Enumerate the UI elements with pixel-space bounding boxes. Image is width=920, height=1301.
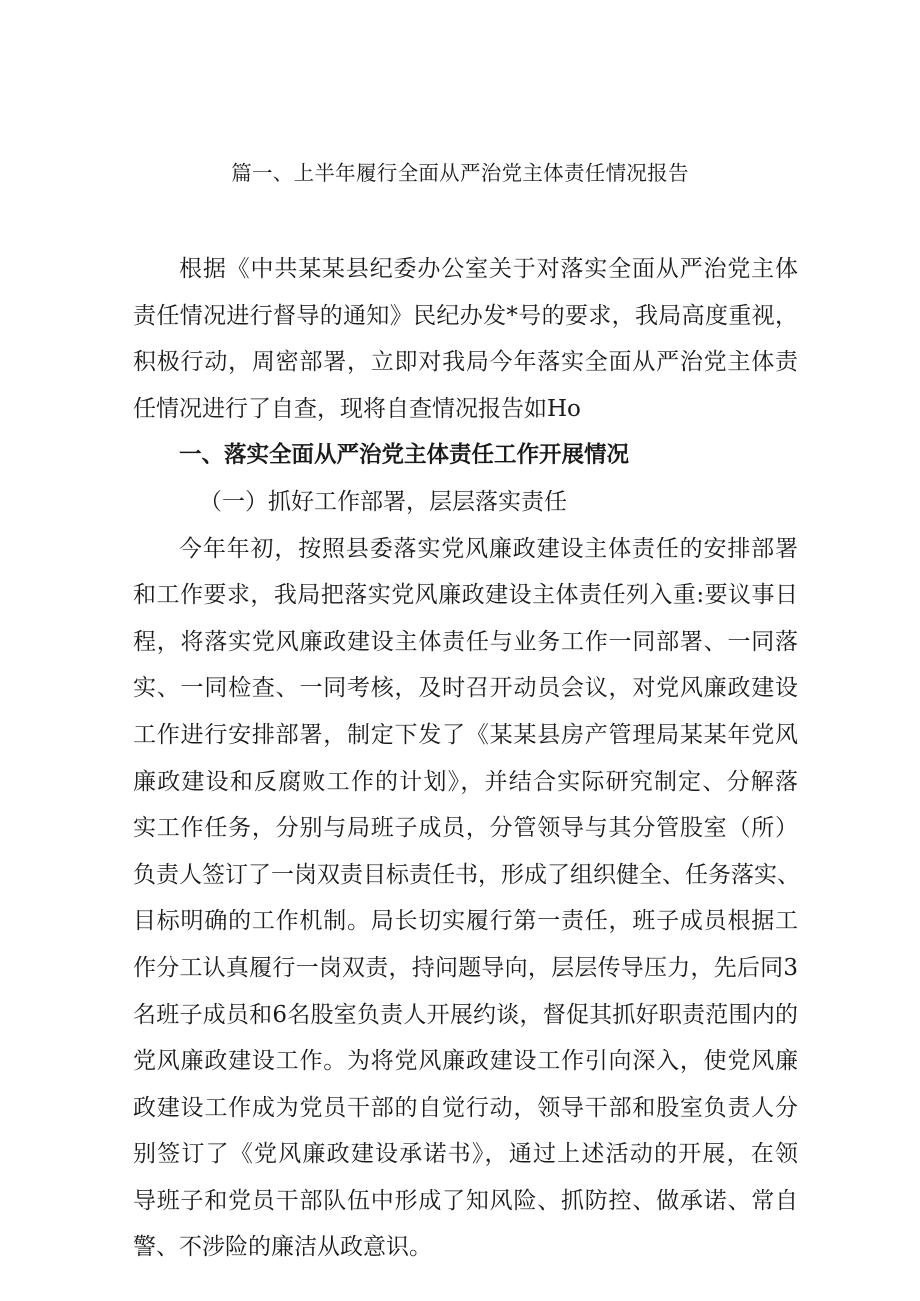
text-line: 责任情况进行督导的通知》民纪办发*号的要求，我局高度重视，	[133, 302, 798, 329]
subsection-heading: （一）抓好工作部署，层层落实责任	[199, 488, 567, 515]
text-line: 党风廉政建设工作。为将党风廉政建设工作引向深入，使党风廉	[133, 1048, 798, 1075]
text-line: 任情况进行了自查，现将自查情况报告如Ho	[133, 395, 581, 422]
document-title: 篇一、上半年履行全面从严治党主体责任情况报告	[231, 161, 689, 185]
section-heading: 一、落实全面从严治党主体责任工作开展情况	[179, 442, 630, 469]
text-line: 根据《中共某某县纪委办公室关于对落实全面从严治党主体	[179, 256, 798, 282]
text-line: 实、一同检查、一同考核，及时召开动员会议，对党风廉政建设	[133, 675, 798, 702]
text-line: 名班子成员和6名股室负责人开展约谈，督促其抓好职责范围内的	[133, 1001, 798, 1028]
text-line: 目标明确的工作机制。局长切实履行第一责任，班子成员根据工	[133, 908, 798, 935]
intro-paragraph	[133, 246, 798, 1271]
text-line: 别签订了《党风廉政建设承诺书》，通过上述活动的开展，在领	[133, 1141, 798, 1168]
text-line: 程，将落实党风廉政建设主体责任与业务工作一同部署、一同落	[133, 628, 798, 655]
text-line: 实工作任务，分别与局班子成员，分管领导与其分管股室（所）	[133, 815, 798, 842]
text-line: 今年年初，按照县委落实党风廉政建设主体责任的安排部署	[179, 535, 798, 562]
text-line: 负责人签订了一岗双责目标责任书，形成了组织健全、任务落实、	[133, 861, 800, 888]
text-line: 廉政建设和反腐败工作的计划》，并结合实际研究制定、分解落	[133, 768, 798, 795]
text-line: 积极行动，周密部署，立即对我局今年落实全面从严治党主体责	[133, 349, 798, 376]
text-line: 警、不涉险的廉洁从政意识。	[133, 1234, 432, 1261]
text-line: 作分工认真履行一岗双责，持问题导向，层层传导压力，先后同3	[133, 954, 798, 981]
text-line: 导班子和党员干部队伍中形成了知风险、抓防控、做承诺、常自	[133, 1187, 798, 1214]
text-line: 和工作要求，我局把落实党风廉政建设主体责任列入重:要议事日	[133, 582, 798, 609]
text-line: 政建设工作成为党员干部的自觉行动，领导干部和股室负责人分	[133, 1094, 798, 1121]
text-line: 工作进行安排部署，制定下发了《某某县房产管理局某某年党风	[133, 721, 798, 748]
